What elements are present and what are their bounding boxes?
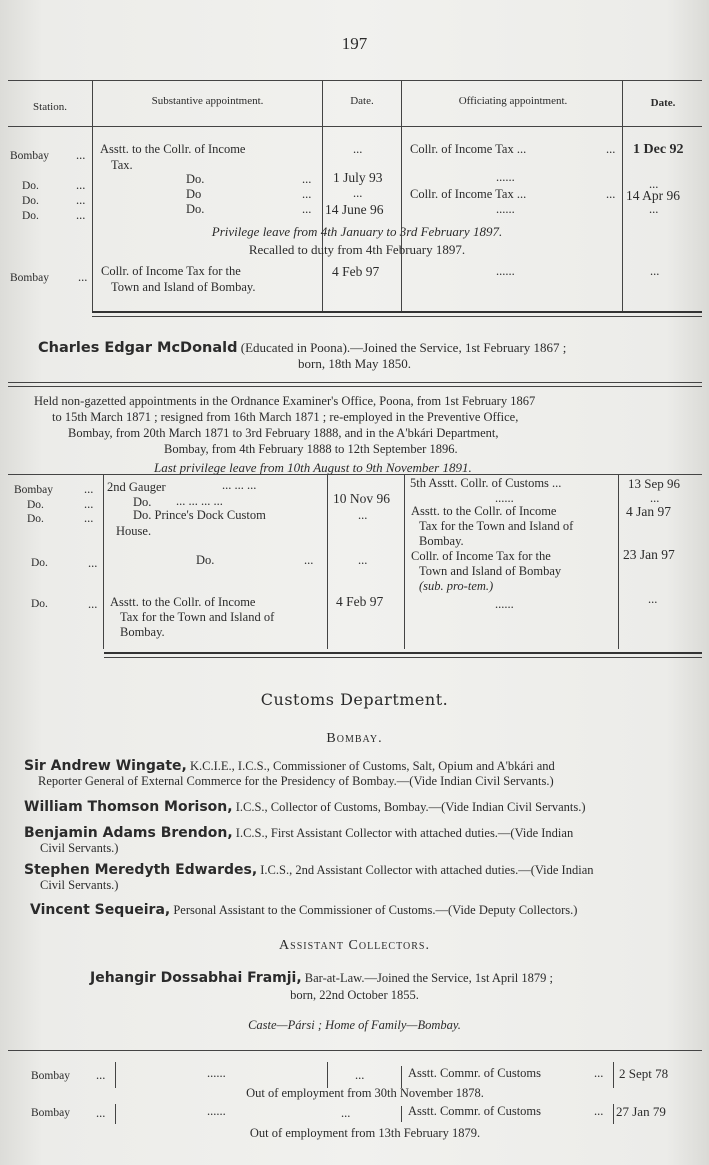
- station-cell: Do.: [22, 180, 39, 192]
- officiating-cell: Tax for the Town and Island of: [419, 519, 574, 533]
- substantive-cell: House.: [116, 524, 152, 538]
- substantive-cell: Asstt. to the Collr. of Income: [110, 595, 256, 609]
- substantive-cell: ......: [207, 1104, 226, 1118]
- substantive-cell: Do: [186, 187, 202, 201]
- table-rule: [622, 80, 623, 312]
- station-cell: Do.: [22, 195, 39, 207]
- table-rule: [322, 80, 323, 312]
- entry-text: I.C.S., 2nd Assistant Collector with attached duties.—(Vide Indian: [257, 863, 594, 877]
- table-rule: [613, 1104, 614, 1124]
- dots: ... ... ... ...: [176, 494, 223, 508]
- person-name: Sir Andrew Wingate,: [24, 758, 187, 774]
- dots: ...: [76, 208, 86, 222]
- history-line: to 15th March 1871 ; resigned from 16th March 1871 ; re-employed in the Preventive Office,: [52, 410, 519, 424]
- table-rule: [8, 1050, 702, 1051]
- history-line: Bombay, from 20th March 1871 to 3rd February 1888, and in the A'bkári Department,: [68, 426, 499, 440]
- table-rule: [104, 652, 702, 654]
- table-rule: [618, 474, 619, 649]
- date-cell: 4 Feb 97: [332, 264, 380, 279]
- customs-entry: [24, 862, 594, 878]
- col-header-date: Date.: [350, 95, 374, 107]
- officiating-cell: ......: [496, 264, 515, 278]
- service-note: (Educated in Poona).—Joined the Service, 1st February 1867 ;: [237, 340, 567, 355]
- leave-note: Privilege leave from 4th January to 3rd February 1897.: [211, 224, 503, 239]
- dots: ...: [78, 270, 88, 284]
- date-cell: ...: [353, 142, 363, 156]
- table-rule: [103, 474, 104, 649]
- table-rule: [8, 474, 702, 475]
- date2-cell: ...: [650, 264, 660, 278]
- date-cell: ...: [355, 1068, 365, 1082]
- officiating-cell: ......: [496, 202, 515, 216]
- date2-cell: 13 Sep 96: [628, 476, 680, 491]
- birth-note: born, 18th May 1850.: [297, 356, 412, 371]
- framji-header: [90, 970, 553, 986]
- substantive-cell: Do.: [196, 553, 215, 567]
- entry-text: Civil Servants.): [40, 878, 119, 892]
- table-rule: [104, 657, 702, 658]
- table-rule: [327, 474, 328, 649]
- table-rule: [8, 382, 702, 383]
- entry-text: Reporter General of External Commerce for the Presidency of Bombay.—(Vide Indian Civil Servants.): [38, 774, 554, 788]
- station-cell: Bombay: [31, 1107, 70, 1119]
- substantive-cell: 2nd Gauger: [107, 480, 166, 494]
- table-rule: [92, 80, 93, 312]
- station-cell: Bombay: [14, 484, 53, 496]
- customs-entry: [30, 902, 577, 918]
- substantive-cell: Tax for the Town and Island of: [120, 610, 275, 624]
- entry-text: K.C.I.E., I.C.S., Commissioner of Customs, Salt, Opium and A'bkári and: [186, 759, 555, 773]
- date2-cell: 4 Jan 97: [626, 504, 671, 519]
- station-cell: Do.: [22, 210, 39, 222]
- table-rule: [92, 316, 702, 317]
- service-note: Bar-at-Law.—Joined the Service, 1st April 1879 ;: [301, 971, 553, 985]
- substantive-cell: Bombay.: [120, 625, 165, 639]
- officiating-cell: ......: [495, 597, 514, 611]
- officiating-cell: ......: [495, 491, 514, 505]
- station-cell: Do.: [31, 557, 48, 569]
- recall-note: Recalled to duty from 4th February 1897.: [248, 242, 466, 257]
- dots: ...: [96, 1106, 106, 1120]
- substantive-cell: Tax.: [111, 158, 133, 172]
- subsection-heading: Assistant Collectors.: [279, 938, 430, 953]
- employment-note: Out of employment from 30th November 1878.: [246, 1086, 484, 1100]
- col-header-officiating: Officiating appointment.: [458, 95, 568, 107]
- date-cell: ...: [358, 553, 368, 567]
- history-line: Held non-gazetted appointments in the Ordnance Examiner's Office, Poona, from 1st February 1867: [34, 394, 536, 408]
- officiating-cell: Bombay.: [419, 534, 464, 548]
- table-rule: [8, 126, 702, 127]
- dots: ...: [76, 178, 86, 192]
- table-rule: [8, 80, 702, 81]
- station-cell: Do.: [31, 598, 48, 610]
- date-cell: ...: [358, 508, 368, 522]
- officiating-cell: Asstt. Commr. of Customs: [408, 1066, 542, 1080]
- entry-text: Personal Assistant to the Commissioner of Customs.—(Vide Deputy Collectors.): [170, 903, 578, 917]
- date2-cell: 27 Jan 79: [616, 1104, 666, 1119]
- date-cell: ...: [353, 186, 363, 200]
- table-rule: [404, 474, 405, 649]
- date2-cell: 23 Jan 97: [623, 547, 675, 562]
- dots: ...: [84, 482, 94, 496]
- substantive-cell: Asstt. to the Collr. of Income: [100, 142, 246, 156]
- table-rule: [92, 311, 702, 313]
- officiating-cell: ......: [496, 170, 515, 184]
- table-rule: [401, 1106, 402, 1122]
- table-rule: [115, 1062, 116, 1088]
- officiating-cell: Town and Island of Bombay: [419, 564, 562, 578]
- station-cell: Bombay: [10, 150, 49, 162]
- table-rule: [401, 80, 402, 312]
- substantive-cell: Collr. of Income Tax for the: [101, 264, 241, 278]
- officiating-cell: 5th Asstt. Collr. of Customs ...: [410, 476, 562, 490]
- table-rule: [613, 1062, 614, 1088]
- date-cell: 10 Nov 96: [333, 491, 390, 506]
- caste-note: Caste—Pársi ; Home of Family—Bombay.: [248, 1018, 461, 1032]
- station-cell: Do.: [27, 499, 44, 511]
- dots: ...: [606, 142, 616, 156]
- customs-entry: [24, 758, 555, 774]
- date2-cell: ...: [649, 177, 659, 191]
- dots: ...: [594, 1104, 604, 1118]
- dots: ... ... ...: [222, 478, 257, 492]
- birth-note: born, 22nd October 1855.: [290, 988, 419, 1002]
- page-number: 197: [341, 34, 368, 53]
- table-rule: [401, 1066, 402, 1088]
- officiating-cell: Asstt. to the Collr. of Income: [411, 504, 557, 518]
- entry-text: I.C.S., First Assistant Collector with attached duties.—(Vide Indian: [232, 826, 574, 840]
- substantive-cell: Town and Island of Bombay.: [111, 280, 256, 294]
- dots: ...: [84, 511, 94, 525]
- entry-text: I.C.S., Collector of Customs, Bombay.—(Vide Indian Civil Servants.): [232, 800, 586, 814]
- date2-cell: ...: [649, 202, 659, 216]
- table-rule: [115, 1104, 116, 1124]
- person-name: William Thomson Morison,: [24, 799, 233, 815]
- officiating-cell: Asstt. Commr. of Customs: [408, 1104, 542, 1118]
- station-cell: Bombay: [31, 1070, 70, 1082]
- dots: ...: [88, 597, 98, 611]
- person-name: Vincent Sequeira,: [30, 902, 171, 918]
- person-name: Benjamin Adams Brendon,: [24, 825, 233, 841]
- person-name: Stephen Meredyth Edwardes,: [24, 862, 258, 878]
- dots: ...: [88, 556, 98, 570]
- dots: ...: [76, 148, 86, 162]
- col-header-date2: Date.: [650, 97, 676, 109]
- leave-note: Last privilege leave from 10th August to 9th November 1891.: [154, 460, 472, 475]
- station-cell: Bombay: [10, 272, 49, 284]
- date-cell: ...: [341, 1106, 351, 1120]
- date-cell: 1 July 93: [333, 170, 383, 185]
- employment-note: Out of employment from 13th February 1879.: [249, 1126, 481, 1140]
- history-line: Bombay, from 4th February 1888 to 12th September 1896.: [164, 442, 458, 456]
- date2-cell: 2 Sept 78: [619, 1066, 669, 1081]
- dots: ...: [302, 172, 312, 186]
- date2-cell: 14 Apr 96: [626, 188, 680, 203]
- customs-entry: [24, 799, 586, 815]
- substantive-cell: Do.: [133, 495, 152, 509]
- date2-cell: ...: [648, 592, 658, 606]
- officiating-cell: (sub. pro-tem.): [419, 579, 494, 593]
- entry-text: Civil Servants.): [40, 841, 119, 855]
- dots: ...: [302, 202, 312, 216]
- table-rule: [327, 1062, 328, 1088]
- section-heading: Customs Department.: [260, 690, 449, 709]
- date2-cell: 1 Dec 92: [633, 142, 684, 157]
- col-header-station: Station.: [33, 101, 67, 113]
- officiating-cell: Collr. of Income Tax ...: [410, 187, 527, 201]
- mcdonald-header: [38, 340, 566, 356]
- dots: ...: [96, 1068, 106, 1082]
- dots: ...: [302, 187, 312, 201]
- substantive-cell: Do.: [186, 202, 205, 216]
- officiating-cell: Collr. of Income Tax ...: [410, 142, 527, 156]
- officiating-cell: Collr. of Income Tax for the: [411, 549, 551, 563]
- dots: ...: [84, 497, 94, 511]
- date-cell: 4 Feb 97: [336, 594, 384, 609]
- dots: ...: [304, 553, 314, 567]
- col-header-substantive: Substantive appointment.: [151, 95, 264, 107]
- substantive-cell: ......: [207, 1066, 226, 1080]
- substantive-cell: Do. Prince's Dock Custom: [133, 508, 266, 522]
- person-name: Charles Edgar McDonald: [38, 340, 238, 356]
- dots: ...: [594, 1066, 604, 1080]
- person-name: Jehangir Dossabhai Framji,: [90, 970, 302, 986]
- substantive-cell: Do.: [186, 172, 205, 186]
- subsection-heading: Bombay.: [326, 731, 383, 746]
- date2-cell: ...: [650, 491, 660, 505]
- dots: ...: [606, 187, 616, 201]
- customs-entry: [24, 825, 573, 841]
- date-cell: 14 June 96: [325, 202, 384, 217]
- station-cell: Do.: [27, 513, 44, 525]
- dots: ...: [76, 193, 86, 207]
- table-rule: [8, 386, 702, 387]
